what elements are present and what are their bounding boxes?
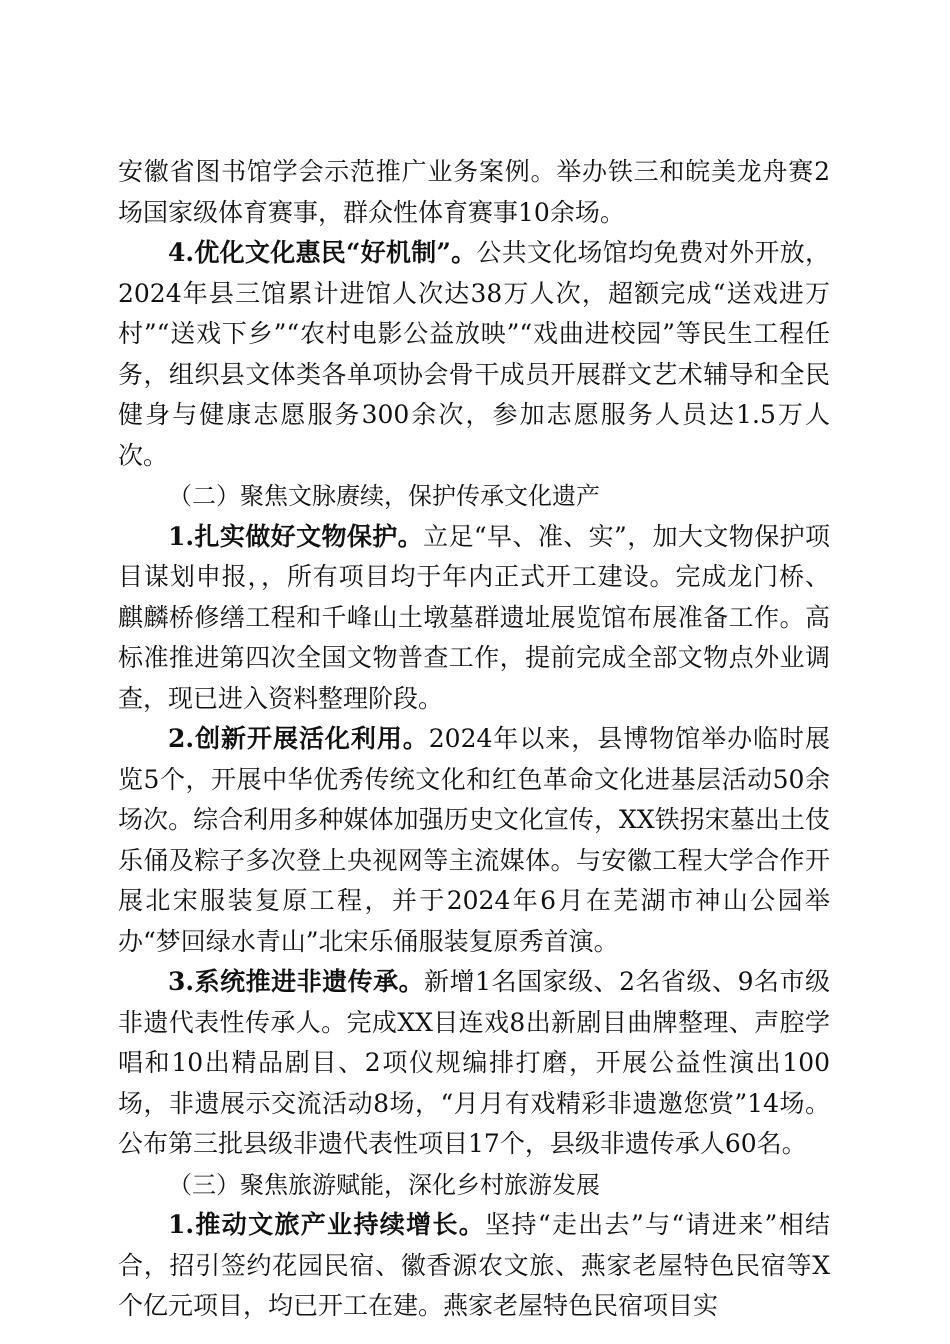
paragraph-lead: 1.扎实做好文物保护。	[168, 521, 424, 551]
section-heading-tourism: （三）聚焦旅游赋能，深化乡村旅游发展	[168, 1170, 600, 1199]
paragraph-tourism-industry	[118, 1205, 830, 1327]
document-body	[118, 152, 830, 1327]
paragraph-lead: 1.推动文旅产业持续增长。	[168, 1210, 486, 1239]
paragraph-lead: 4.优化文化惠民“好机制”。	[168, 238, 477, 267]
paragraph-text: 2024年以来，县博物馆举办临时展览5个，开展中华优秀传统文化和红色革命文化进基层活动50余场次。综合利用多种媒体加强历史文化宣传，XX铁拐宋墓出土伎乐俑及粽子多次登上央视网等主流媒体。与安徽工程大学合作开展北宋服装复原工程，并于2024年6月在芜湖市神山公园举办“梦回绿水青山”北宋乐俑服装复原秀首演。	[118, 724, 830, 956]
section-heading-heritage: （二）聚焦文脉赓续，保护传承文化遗产	[168, 482, 600, 510]
paragraph-utilization	[118, 719, 830, 962]
paragraph-text: 新增1名国家级、2名省级、9名市级非遗代表性传承人。完成XX目连戏8出新剧目曲牌整理、声腔学唱和10出精品剧目、2项仪规编排打磨，开展公益性演出100场，非遗展示交流活动8场，“月月有戏精彩非遗邀您赏”14场。公布第三批县级非遗代表性项目17个，县级非遗传承人60名。	[118, 967, 830, 1158]
paragraph-text: 坚持“走出去”与“请进来”相结合，招引签约花园民宿、徽香源农文旅、燕家老屋特色民宿等X个亿元项目，均已开工在建。燕家老屋特色民宿项目实	[118, 1210, 831, 1320]
paragraph-text: 公共文化场馆均免费对外开放，2024年县三馆累计进馆人次达38万人次，超额完成“送戏进万村”“送戏下乡”“农村电影公益放映”“戏曲进校园”等民生工程任务，组织县文体类各单项协会骨干成员开展群文艺术辅导和全民健身与健康志愿服务300余次，参加志愿服务人员达1.5万人次。	[118, 238, 830, 470]
paragraph-text: 安徽省图书馆学会示范推广业务案例。举办铁三和皖美龙舟赛2场国家级体育赛事，群众性体育赛事10余场。	[118, 157, 830, 227]
paragraph-continuation	[118, 152, 830, 233]
paragraph-lead: 3.系统推进非遗传承。	[168, 967, 425, 996]
paragraph-text: 立足“早、准、实”，加大文物保护项目谋划申报，，所有项目均于年内正式开工建设。完成龙门桥、麒麟桥修缮工程和千峰山土墩墓群遗址展览馆布展准备工作。高标准推进第四次全国文物普查工作，提前完成全部文物点外业调查，现已进入资料整理阶段。	[118, 521, 830, 713]
paragraph-intangible-heritage	[118, 962, 830, 1165]
paragraph-cultural-benefit	[118, 233, 830, 476]
paragraph-relic-protection	[118, 517, 830, 720]
paragraph-lead: 2.创新开展活化利用。	[168, 724, 429, 753]
